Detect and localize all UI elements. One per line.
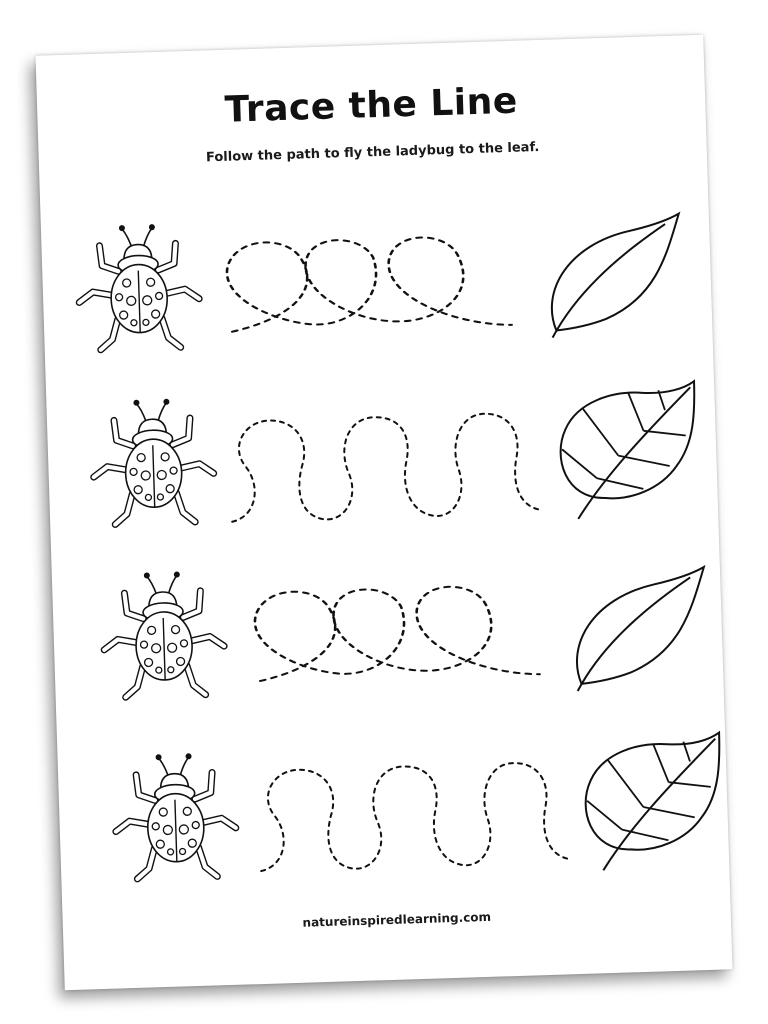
veined-leaf-icon bbox=[584, 733, 724, 871]
loop-tracing-path[interactable] bbox=[226, 235, 512, 334]
website-footer: natureinspiredlearning.com bbox=[302, 909, 492, 930]
ladybug-icon bbox=[77, 223, 201, 351]
leaf-icon bbox=[574, 567, 708, 691]
row-2 bbox=[91, 381, 698, 534]
worksheet-title: Trace the Line bbox=[224, 80, 519, 131]
veined-leaf-icon bbox=[558, 381, 698, 519]
ladybug-icon bbox=[102, 570, 226, 698]
leaf-icon bbox=[549, 214, 683, 338]
wave-tracing-path[interactable] bbox=[258, 761, 571, 871]
row-1 bbox=[77, 208, 683, 353]
loop-tracing-path[interactable] bbox=[254, 584, 540, 683]
wave-tracing-path[interactable] bbox=[229, 412, 542, 522]
ladybug-icon bbox=[114, 752, 238, 880]
row-4 bbox=[113, 733, 723, 886]
tracing-area bbox=[35, 35, 732, 991]
worksheet-instructions: Follow the path to fly the ladybug to the leaf. bbox=[205, 139, 540, 166]
worksheet-page bbox=[35, 35, 732, 991]
row-3 bbox=[102, 555, 708, 706]
ladybug-icon bbox=[91, 397, 215, 525]
